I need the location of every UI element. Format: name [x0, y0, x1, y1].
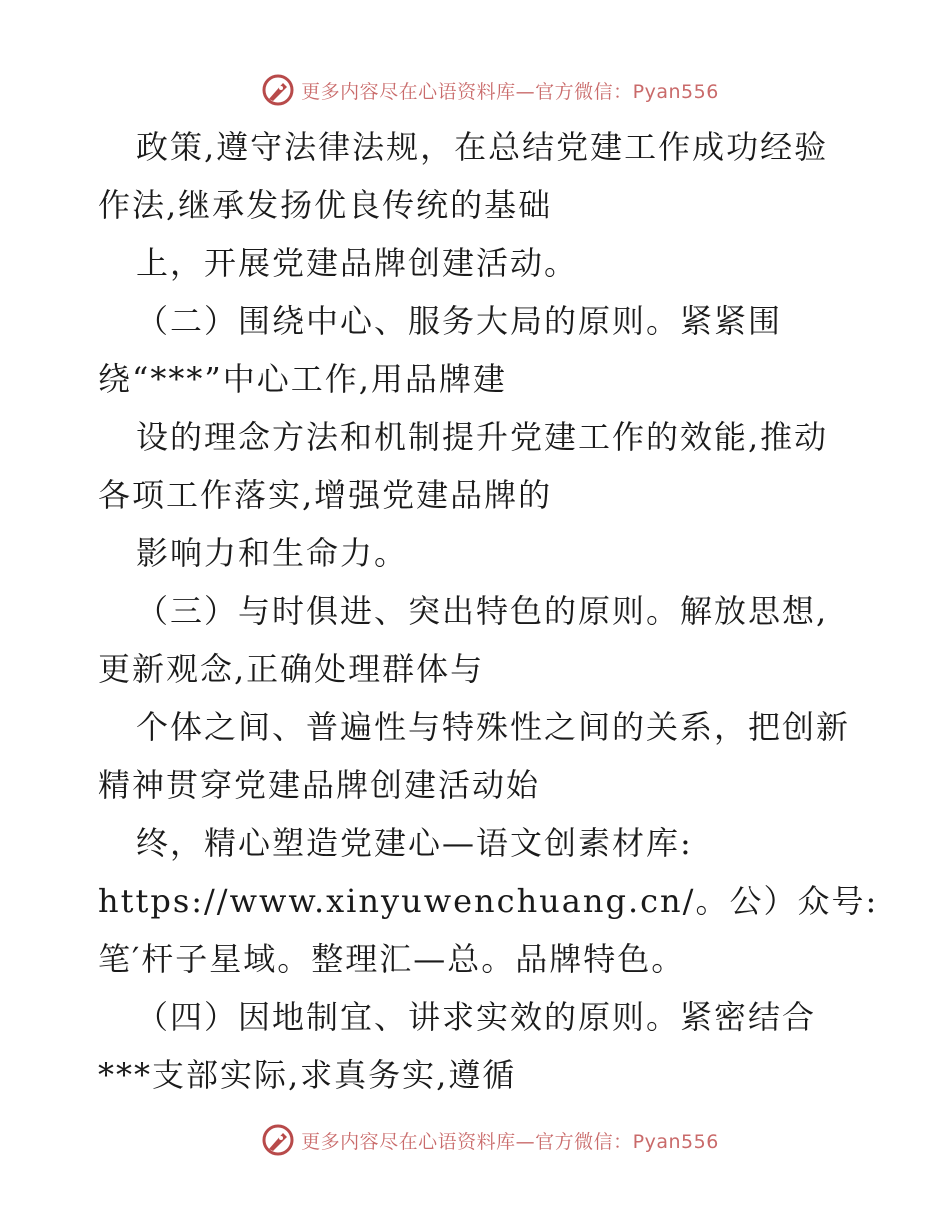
body-line: 终，精心塑造党建心—语文创素材库: — [136, 824, 693, 862]
body-line: 精神贯穿党建品牌创建活动始 — [98, 766, 541, 804]
body-line: 个体之间、普遍性与特殊性之间的关系，把创新 — [136, 708, 851, 746]
header-banner-text: 更多内容尽在心语资料库—官方微信：Pyan556 — [301, 80, 719, 103]
header-banner-inner — [261, 73, 719, 107]
body-line: 笔′杆子星域。整理汇—总。品牌特色。 — [98, 940, 686, 978]
footer-banner-inner — [261, 1123, 719, 1157]
body-line: 上，开展党建品牌创建活动。 — [136, 244, 579, 282]
body-line: 各项工作落实,增强党建品牌的 — [98, 476, 553, 514]
body-line: 政策,遵守法律法规，在总结党建工作成功经验 — [136, 128, 829, 166]
footer-banner — [0, 1120, 950, 1160]
body-line: 更新观念,正确处理群体与 — [98, 650, 485, 688]
body-line: 设的理念方法和机制提升党建工作的效能,推动 — [136, 418, 829, 456]
body-line: ***支部实际,求真务实,遵循 — [98, 1056, 517, 1094]
header-banner — [0, 70, 950, 110]
pen-nib-logo-icon — [261, 73, 295, 107]
body-line: （三）与时俱进、突出特色的原则。解放思想, — [136, 592, 829, 630]
footer-banner-text: 更多内容尽在心语资料库—官方微信：Pyan556 — [301, 1130, 719, 1153]
document-body — [98, 118, 898, 1104]
pen-nib-logo-icon — [261, 1123, 295, 1157]
body-line: 影响力和生命力。 — [136, 534, 409, 572]
body-line: 作法,继承发扬优良传统的基础 — [98, 186, 553, 224]
body-line: （四）因地制宜、讲求实效的原则。紧密结合 — [136, 998, 817, 1036]
body-line: https://www.xinyuwenchuang.cn/。公）众号: — [98, 882, 879, 920]
body-line: 绕“***”中心工作,用品牌建 — [98, 360, 507, 398]
body-line: （二）围绕中心、服务大局的原则。紧紧围 — [136, 302, 783, 340]
